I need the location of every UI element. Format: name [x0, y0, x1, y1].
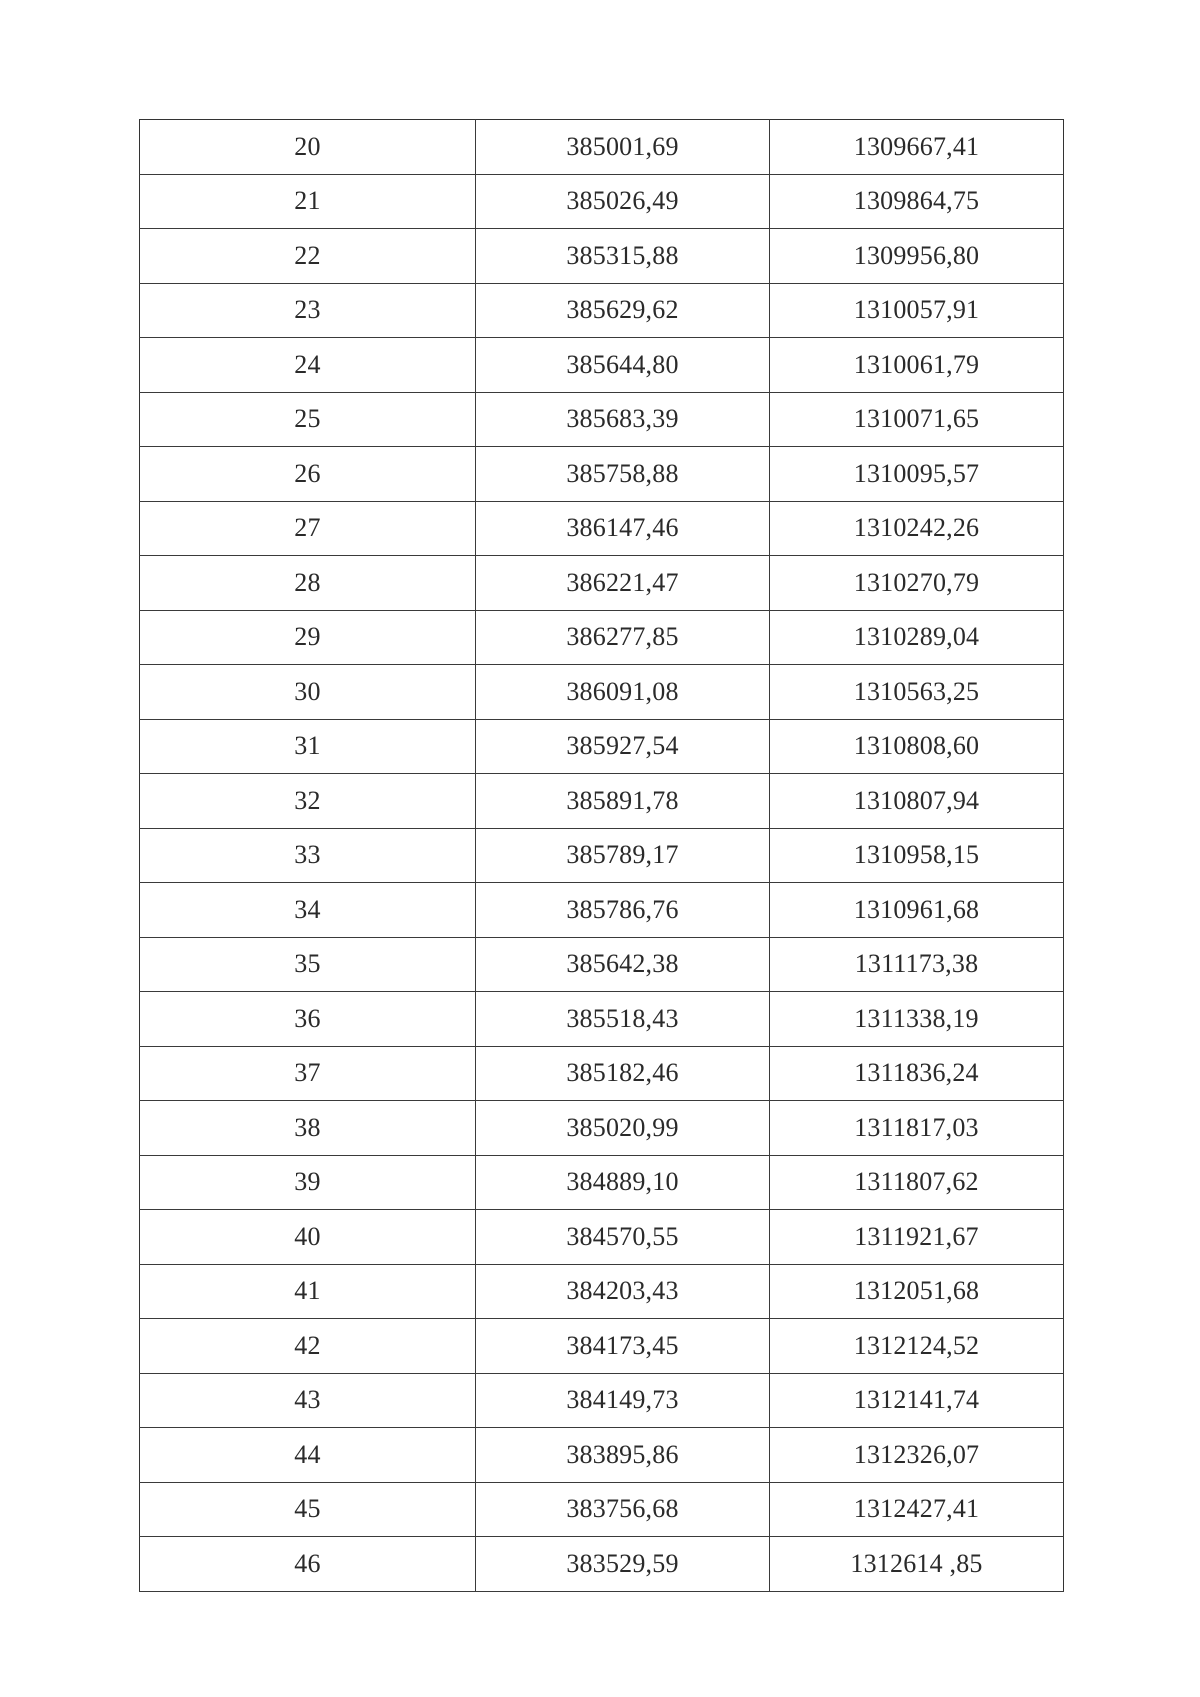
table-row	[140, 992, 1064, 1047]
y-coordinate-cell: 1311921,67	[770, 1210, 1064, 1265]
point-number-cell: 45	[140, 1482, 476, 1537]
y-coordinate-cell: 1310289,04	[770, 610, 1064, 665]
x-coordinate-cell: 383529,59	[476, 1537, 770, 1592]
table-row	[140, 120, 1064, 175]
x-coordinate-cell: 385315,88	[476, 229, 770, 284]
table-row	[140, 1482, 1064, 1537]
y-coordinate-cell: 1312051,68	[770, 1264, 1064, 1319]
table-row	[140, 1101, 1064, 1156]
y-coordinate-cell: 1310061,79	[770, 338, 1064, 393]
table-row	[140, 719, 1064, 774]
point-number-cell: 31	[140, 719, 476, 774]
point-number-cell: 34	[140, 883, 476, 938]
table-row	[140, 392, 1064, 447]
x-coordinate-cell: 385001,69	[476, 120, 770, 175]
table-row	[140, 283, 1064, 338]
x-coordinate-cell: 386277,85	[476, 610, 770, 665]
x-coordinate-cell: 385644,80	[476, 338, 770, 393]
x-coordinate-cell: 385891,78	[476, 774, 770, 829]
y-coordinate-cell: 1310961,68	[770, 883, 1064, 938]
y-coordinate-cell: 1309864,75	[770, 174, 1064, 229]
table-row	[140, 1428, 1064, 1483]
table-row	[140, 501, 1064, 556]
point-number-cell: 37	[140, 1046, 476, 1101]
point-number-cell: 35	[140, 937, 476, 992]
point-number-cell: 29	[140, 610, 476, 665]
table-row	[140, 338, 1064, 393]
y-coordinate-cell: 1312614 ,85	[770, 1537, 1064, 1592]
table-row	[140, 1046, 1064, 1101]
point-number-cell: 36	[140, 992, 476, 1047]
table-row	[140, 828, 1064, 883]
x-coordinate-cell: 384889,10	[476, 1155, 770, 1210]
point-number-cell: 40	[140, 1210, 476, 1265]
table-row	[140, 1210, 1064, 1265]
y-coordinate-cell: 1310563,25	[770, 665, 1064, 720]
y-coordinate-cell: 1312326,07	[770, 1428, 1064, 1483]
y-coordinate-cell: 1311338,19	[770, 992, 1064, 1047]
table-row	[140, 883, 1064, 938]
table-row	[140, 1264, 1064, 1319]
y-coordinate-cell: 1312141,74	[770, 1373, 1064, 1428]
y-coordinate-cell: 1312427,41	[770, 1482, 1064, 1537]
table-row	[140, 1373, 1064, 1428]
coordinates-table-body	[140, 120, 1064, 1592]
point-number-cell: 43	[140, 1373, 476, 1428]
point-number-cell: 38	[140, 1101, 476, 1156]
x-coordinate-cell: 384570,55	[476, 1210, 770, 1265]
y-coordinate-cell: 1311817,03	[770, 1101, 1064, 1156]
x-coordinate-cell: 386221,47	[476, 556, 770, 611]
x-coordinate-cell: 385642,38	[476, 937, 770, 992]
y-coordinate-cell: 1310071,65	[770, 392, 1064, 447]
point-number-cell: 22	[140, 229, 476, 284]
point-number-cell: 33	[140, 828, 476, 883]
y-coordinate-cell: 1309667,41	[770, 120, 1064, 175]
point-number-cell: 30	[140, 665, 476, 720]
coordinates-table	[139, 119, 1064, 1592]
x-coordinate-cell: 383895,86	[476, 1428, 770, 1483]
x-coordinate-cell: 385182,46	[476, 1046, 770, 1101]
point-number-cell: 41	[140, 1264, 476, 1319]
x-coordinate-cell: 383756,68	[476, 1482, 770, 1537]
y-coordinate-cell: 1309956,80	[770, 229, 1064, 284]
point-number-cell: 28	[140, 556, 476, 611]
y-coordinate-cell: 1310808,60	[770, 719, 1064, 774]
table-row	[140, 937, 1064, 992]
y-coordinate-cell: 1310095,57	[770, 447, 1064, 502]
x-coordinate-cell: 386147,46	[476, 501, 770, 556]
y-coordinate-cell: 1310057,91	[770, 283, 1064, 338]
x-coordinate-cell: 384149,73	[476, 1373, 770, 1428]
x-coordinate-cell: 385518,43	[476, 992, 770, 1047]
y-coordinate-cell: 1311836,24	[770, 1046, 1064, 1101]
y-coordinate-cell: 1310958,15	[770, 828, 1064, 883]
point-number-cell: 32	[140, 774, 476, 829]
x-coordinate-cell: 386091,08	[476, 665, 770, 720]
point-number-cell: 23	[140, 283, 476, 338]
point-number-cell: 46	[140, 1537, 476, 1592]
table-row	[140, 610, 1064, 665]
y-coordinate-cell: 1310270,79	[770, 556, 1064, 611]
point-number-cell: 42	[140, 1319, 476, 1374]
y-coordinate-cell: 1311807,62	[770, 1155, 1064, 1210]
point-number-cell: 25	[140, 392, 476, 447]
y-coordinate-cell: 1310807,94	[770, 774, 1064, 829]
x-coordinate-cell: 385020,99	[476, 1101, 770, 1156]
x-coordinate-cell: 385758,88	[476, 447, 770, 502]
point-number-cell: 20	[140, 120, 476, 175]
x-coordinate-cell: 385786,76	[476, 883, 770, 938]
x-coordinate-cell: 384203,43	[476, 1264, 770, 1319]
y-coordinate-cell: 1312124,52	[770, 1319, 1064, 1374]
table-row	[140, 447, 1064, 502]
table-row	[140, 774, 1064, 829]
x-coordinate-cell: 385629,62	[476, 283, 770, 338]
table-row	[140, 1319, 1064, 1374]
point-number-cell: 39	[140, 1155, 476, 1210]
table-row	[140, 1537, 1064, 1592]
x-coordinate-cell: 385026,49	[476, 174, 770, 229]
point-number-cell: 24	[140, 338, 476, 393]
x-coordinate-cell: 385683,39	[476, 392, 770, 447]
table-row	[140, 665, 1064, 720]
table-row	[140, 229, 1064, 284]
point-number-cell: 27	[140, 501, 476, 556]
point-number-cell: 44	[140, 1428, 476, 1483]
y-coordinate-cell: 1310242,26	[770, 501, 1064, 556]
point-number-cell: 21	[140, 174, 476, 229]
table-row	[140, 1155, 1064, 1210]
y-coordinate-cell: 1311173,38	[770, 937, 1064, 992]
x-coordinate-cell: 384173,45	[476, 1319, 770, 1374]
table-row	[140, 174, 1064, 229]
table-row	[140, 556, 1064, 611]
x-coordinate-cell: 385927,54	[476, 719, 770, 774]
x-coordinate-cell: 385789,17	[476, 828, 770, 883]
point-number-cell: 26	[140, 447, 476, 502]
